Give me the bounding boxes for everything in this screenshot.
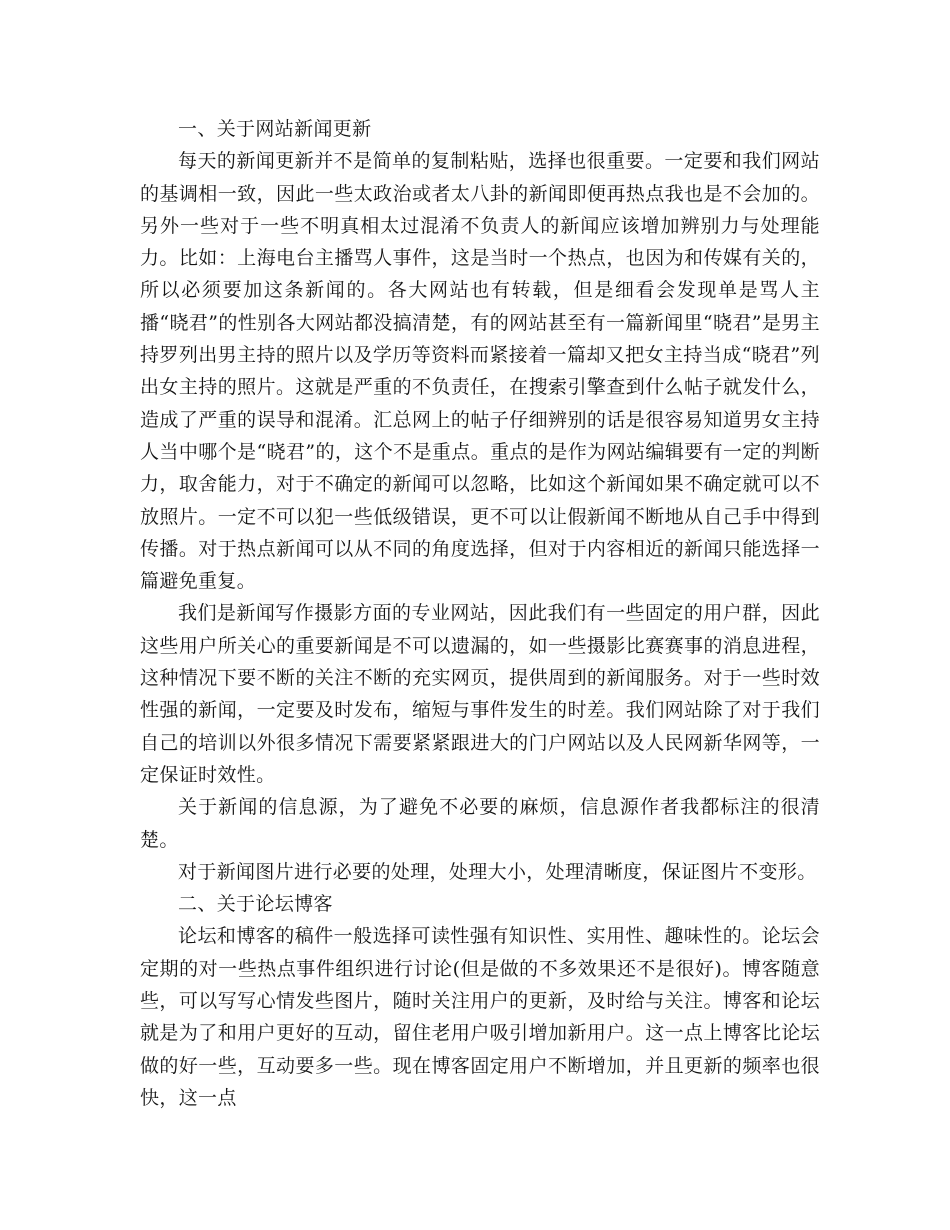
paragraph-news-images: 对于新闻图片进行必要的处理，处理大小，处理清晰度，保证图片不变形。 [178,860,817,883]
section-heading-forum-blog: 二、关于论坛博客 [178,893,333,916]
paragraph-forum-blog: 论坛和博客的稿件一般选择可读性强有知识性、实用性、趣味性的。论坛会定期的对一些热点事件组织进行讨论(但是做的不多效果还不是很好)。博客随意些，可以写写心情发些图片，随时关注用户的更新，及时给与关注。博客和论坛就是为了和用户更好的互动，留住老用户吸引增加新用户。这一点上博客比论坛做的好一些，互动要多一些。现在博客固定用户不断增加，并且更新的频率也很快，这一点 [140,925,820,1109]
paragraph-user-group-news: 我们是新闻写作摄影方面的专业网站，因此我们有一些固定的用户群，因此这些用户所关心的重要新闻是不可以遗漏的，如一些摄影比赛赛事的消息进程，这种情况下要不断的关注不断的充实网页，提供周到的新闻服务。对于一些时效性强的新闻，一定要及时发布，缩短与事件发生的时差。我们网站除了对于我们自己的培训以外很多情况下需要紧紧跟进大的门户网站以及人民网新华网等，一定保证时效性。 [140,602,820,786]
document-body [140,113,820,1114]
section-heading-news-update: 一、关于网站新闻更新 [178,118,372,140]
paragraph-news-source: 关于新闻的信息源，为了避免不必要的麻烦，信息源作者我都标注的很清楚。 [140,796,820,851]
paragraph-news-selection: 每天的新闻更新并不是简单的复制粘贴，选择也很重要。一定要和我们网站的基调相一致，因此一些太政治或者太八卦的新闻即便再热点我也是不会加的。另外一些对于一些不明真相太过混淆不负责人的新闻应该增加辨别力与处理能力。比如：上海电台主播骂人事件，这是当时一个热点，也因为和传媒有关的，所以必须要加这条新闻的。各大网站也有转载，但是细看会发现单是骂人主播“晓君”的性别各大网站都没搞清楚，有的网站甚至有一篇新闻里“晓君”是男主持罗列出男主持的照片以及学历等资料而紧接着一篇却又把女主持当成“晓君”列出女主持的照片。这就是严重的不负责任，在搜索引擎查到什么帖子就发什么，造成了严重的误导和混淆。汇总网上的帖子仔细辨别的话是很容易知道男女主持人当中哪个是“晓君”的，这个不是重点。重点的是作为网站编辑要有一定的判断力，取舍能力，对于不确定的新闻可以忽略，比如这个新闻如果不确定就可以不放照片。一定不可以犯一些低级错误，更不可以让假新闻不断地从自己手中得到传播。对于热点新闻可以从不同的角度选择，但对于内容相近的新闻只能选择一篇避免重复。 [140,150,820,593]
